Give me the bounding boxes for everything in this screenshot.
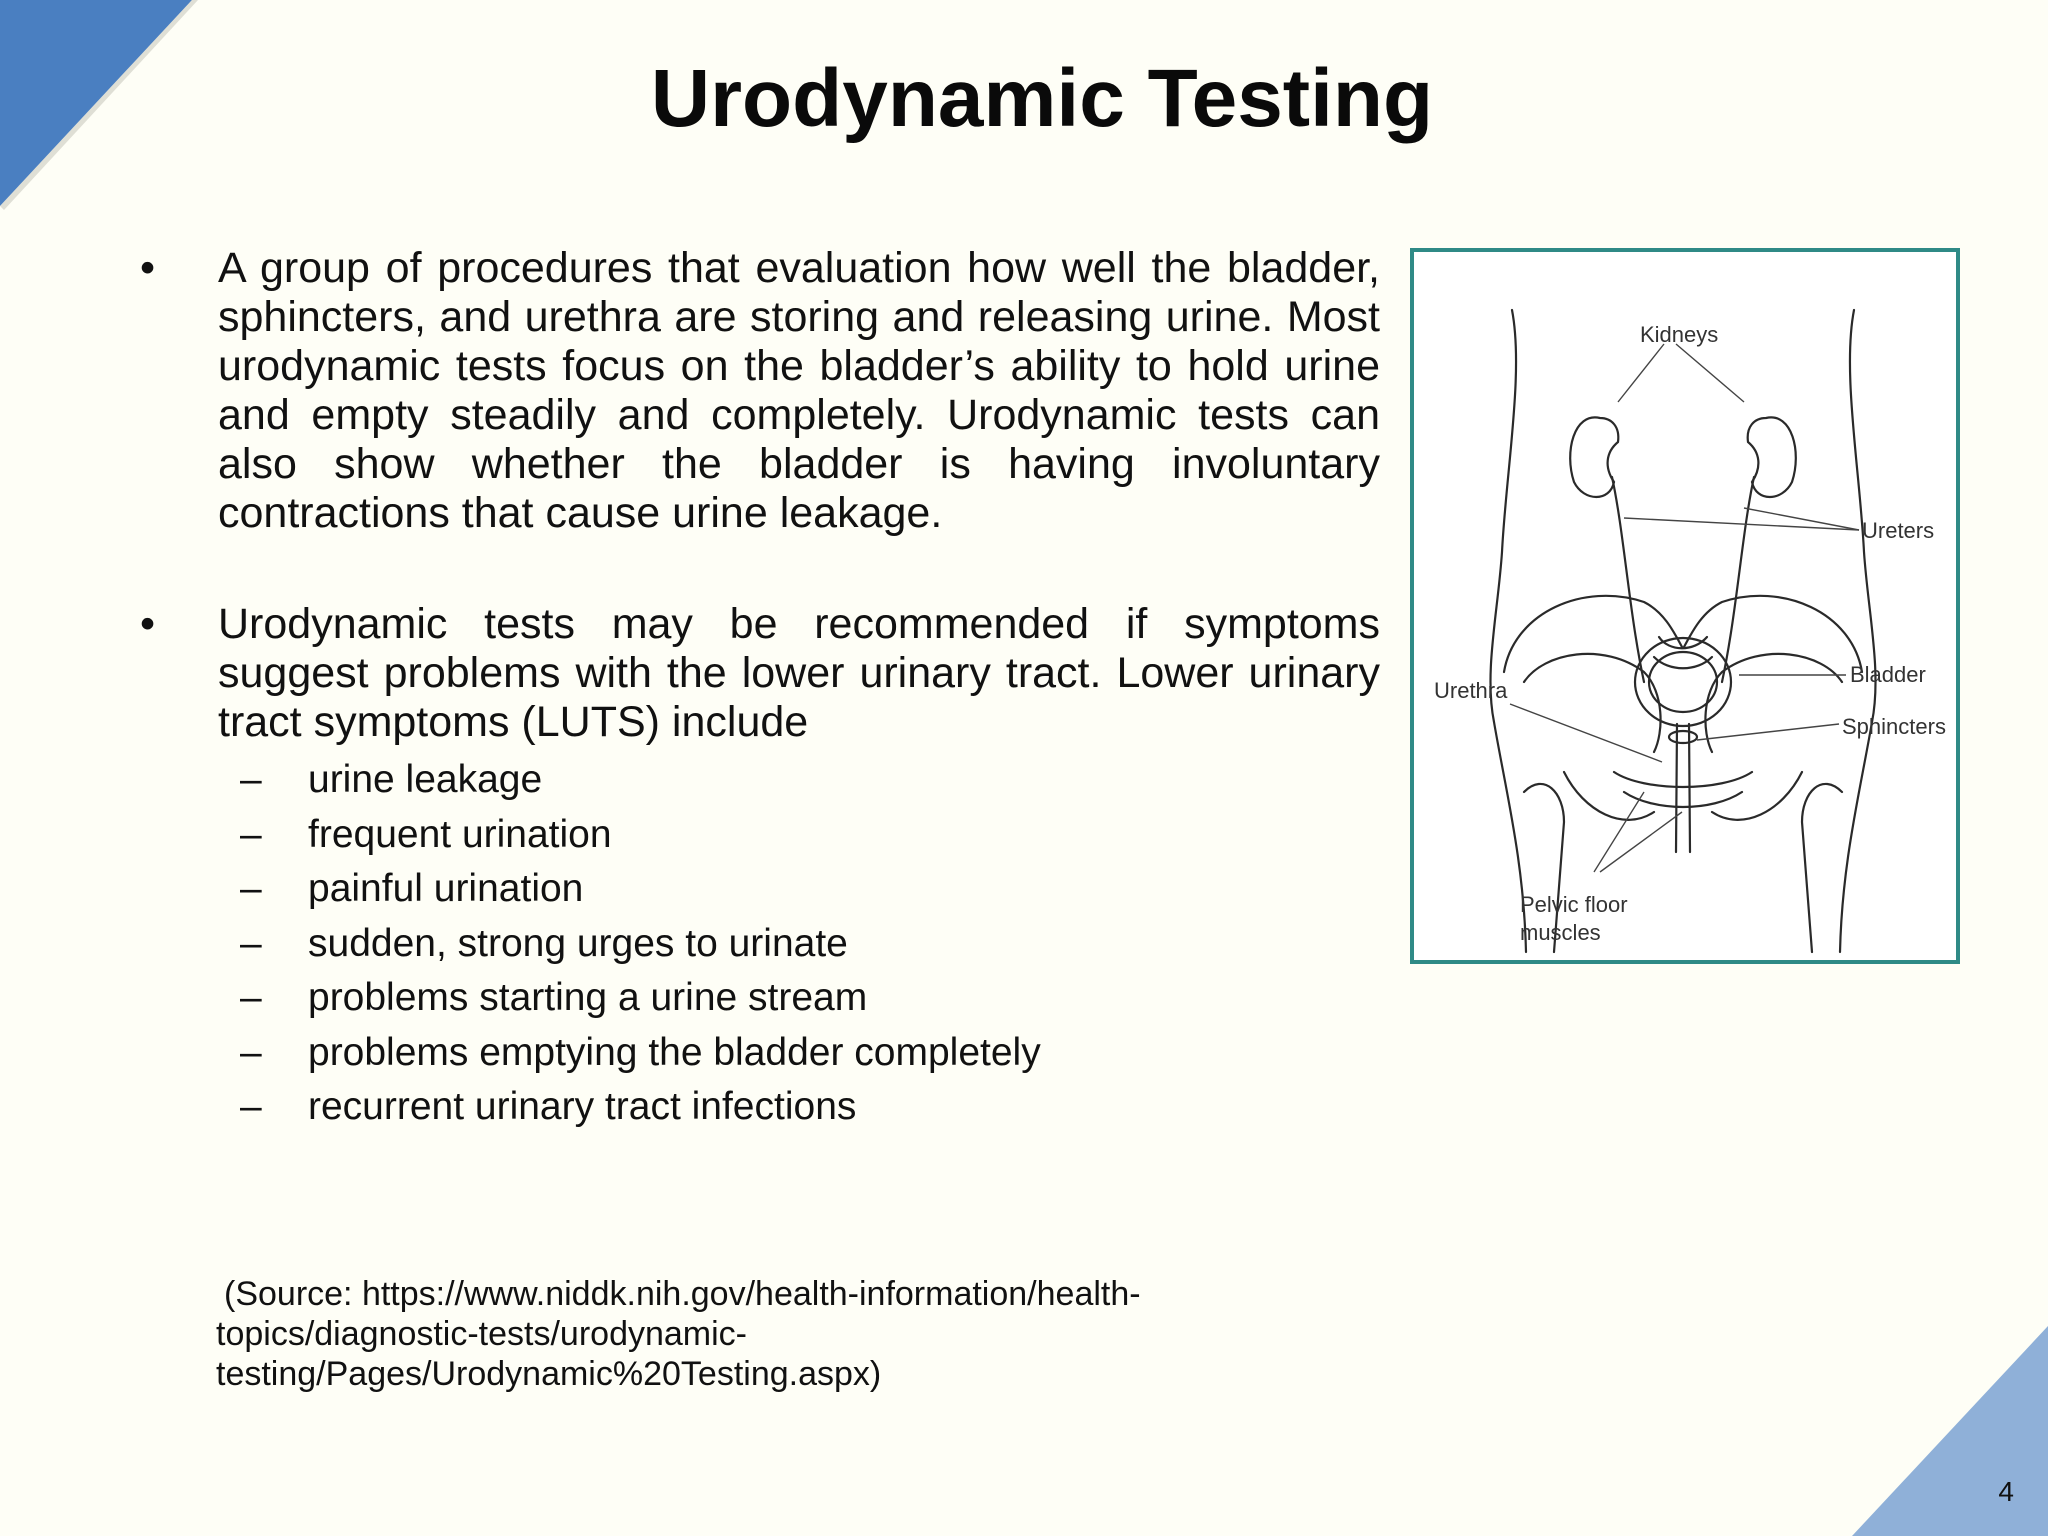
bullet-item [140,600,1380,747]
content-body [140,244,1380,1135]
list-item [140,862,1380,917]
dash-marker: – [240,1030,262,1074]
urinary-tract-illustration [1410,248,1960,964]
list-item-text: recurrent urinary tract infections [308,1085,857,1128]
label-ureters: Ureters [1862,518,1935,543]
bullet-item [140,244,1380,538]
dash-marker: – [240,921,262,965]
list-item-text: urine leakage [308,758,543,801]
list-item [140,971,1380,1026]
list-item [140,917,1380,972]
source-citation [216,1274,1296,1394]
list-item [140,753,1380,808]
list-item-text: problems emptying the bladder completely [308,1030,1041,1074]
list-item-text: problems starting a urine stream [308,976,868,1019]
bullet-text: A group of procedures that evaluation how well the bladder, sphincters, and urethra are storing and releasing urine. Most urodynamic tests focus on the bladder’s ability to hold urine and empty steadily and completely. Urodynamic tests can also show whether the bladder is having involuntary contractions that cause urine leakage. [218,244,1380,537]
list-item [140,1026,1380,1081]
label-pelvic-floor: Pelvic floor [1520,892,1628,917]
corner-decoration-bottom-right [1848,1326,2048,1536]
list-item [140,1080,1380,1135]
label-pelvic-floor-muscles: muscles [1520,920,1601,945]
bullet-text: Urodynamic tests may be recommended if symptoms suggest problems with the lower urinary tract. Lower urinary tract symptoms (LUTS) include [218,600,1380,746]
source-line: testing/Pages/Urodynamic%20Testing.aspx) [216,1355,882,1393]
label-urethra: Urethra [1434,678,1508,703]
dash-marker: – [240,1085,262,1128]
label-sphincters: Sphincters [1842,714,1946,739]
luts-list [140,753,1380,1135]
label-bladder: Bladder [1850,662,1926,687]
dash-marker: – [240,758,262,801]
dash-marker: – [240,976,262,1019]
dash-marker: – [240,812,262,856]
list-item [140,808,1380,863]
dash-marker: – [240,867,262,910]
source-line: topics/diagnostic-tests/urodynamic- [216,1315,748,1353]
list-item-text: sudden, strong urges to urinate [308,921,848,965]
bullet-marker: • [140,600,156,648]
label-kidneys: Kidneys [1640,322,1719,347]
page-number: 4 [1998,1476,2014,1507]
anatomy-drawing [1414,252,1956,960]
bullet-marker: • [140,244,156,292]
list-item-text: painful urination [308,867,584,910]
source-line: (Source: https://www.niddk.nih.gov/health-information/health- [224,1275,1141,1313]
page-title: Urodynamic Testing [650,53,1434,144]
list-item-text: frequent urination [308,812,612,856]
